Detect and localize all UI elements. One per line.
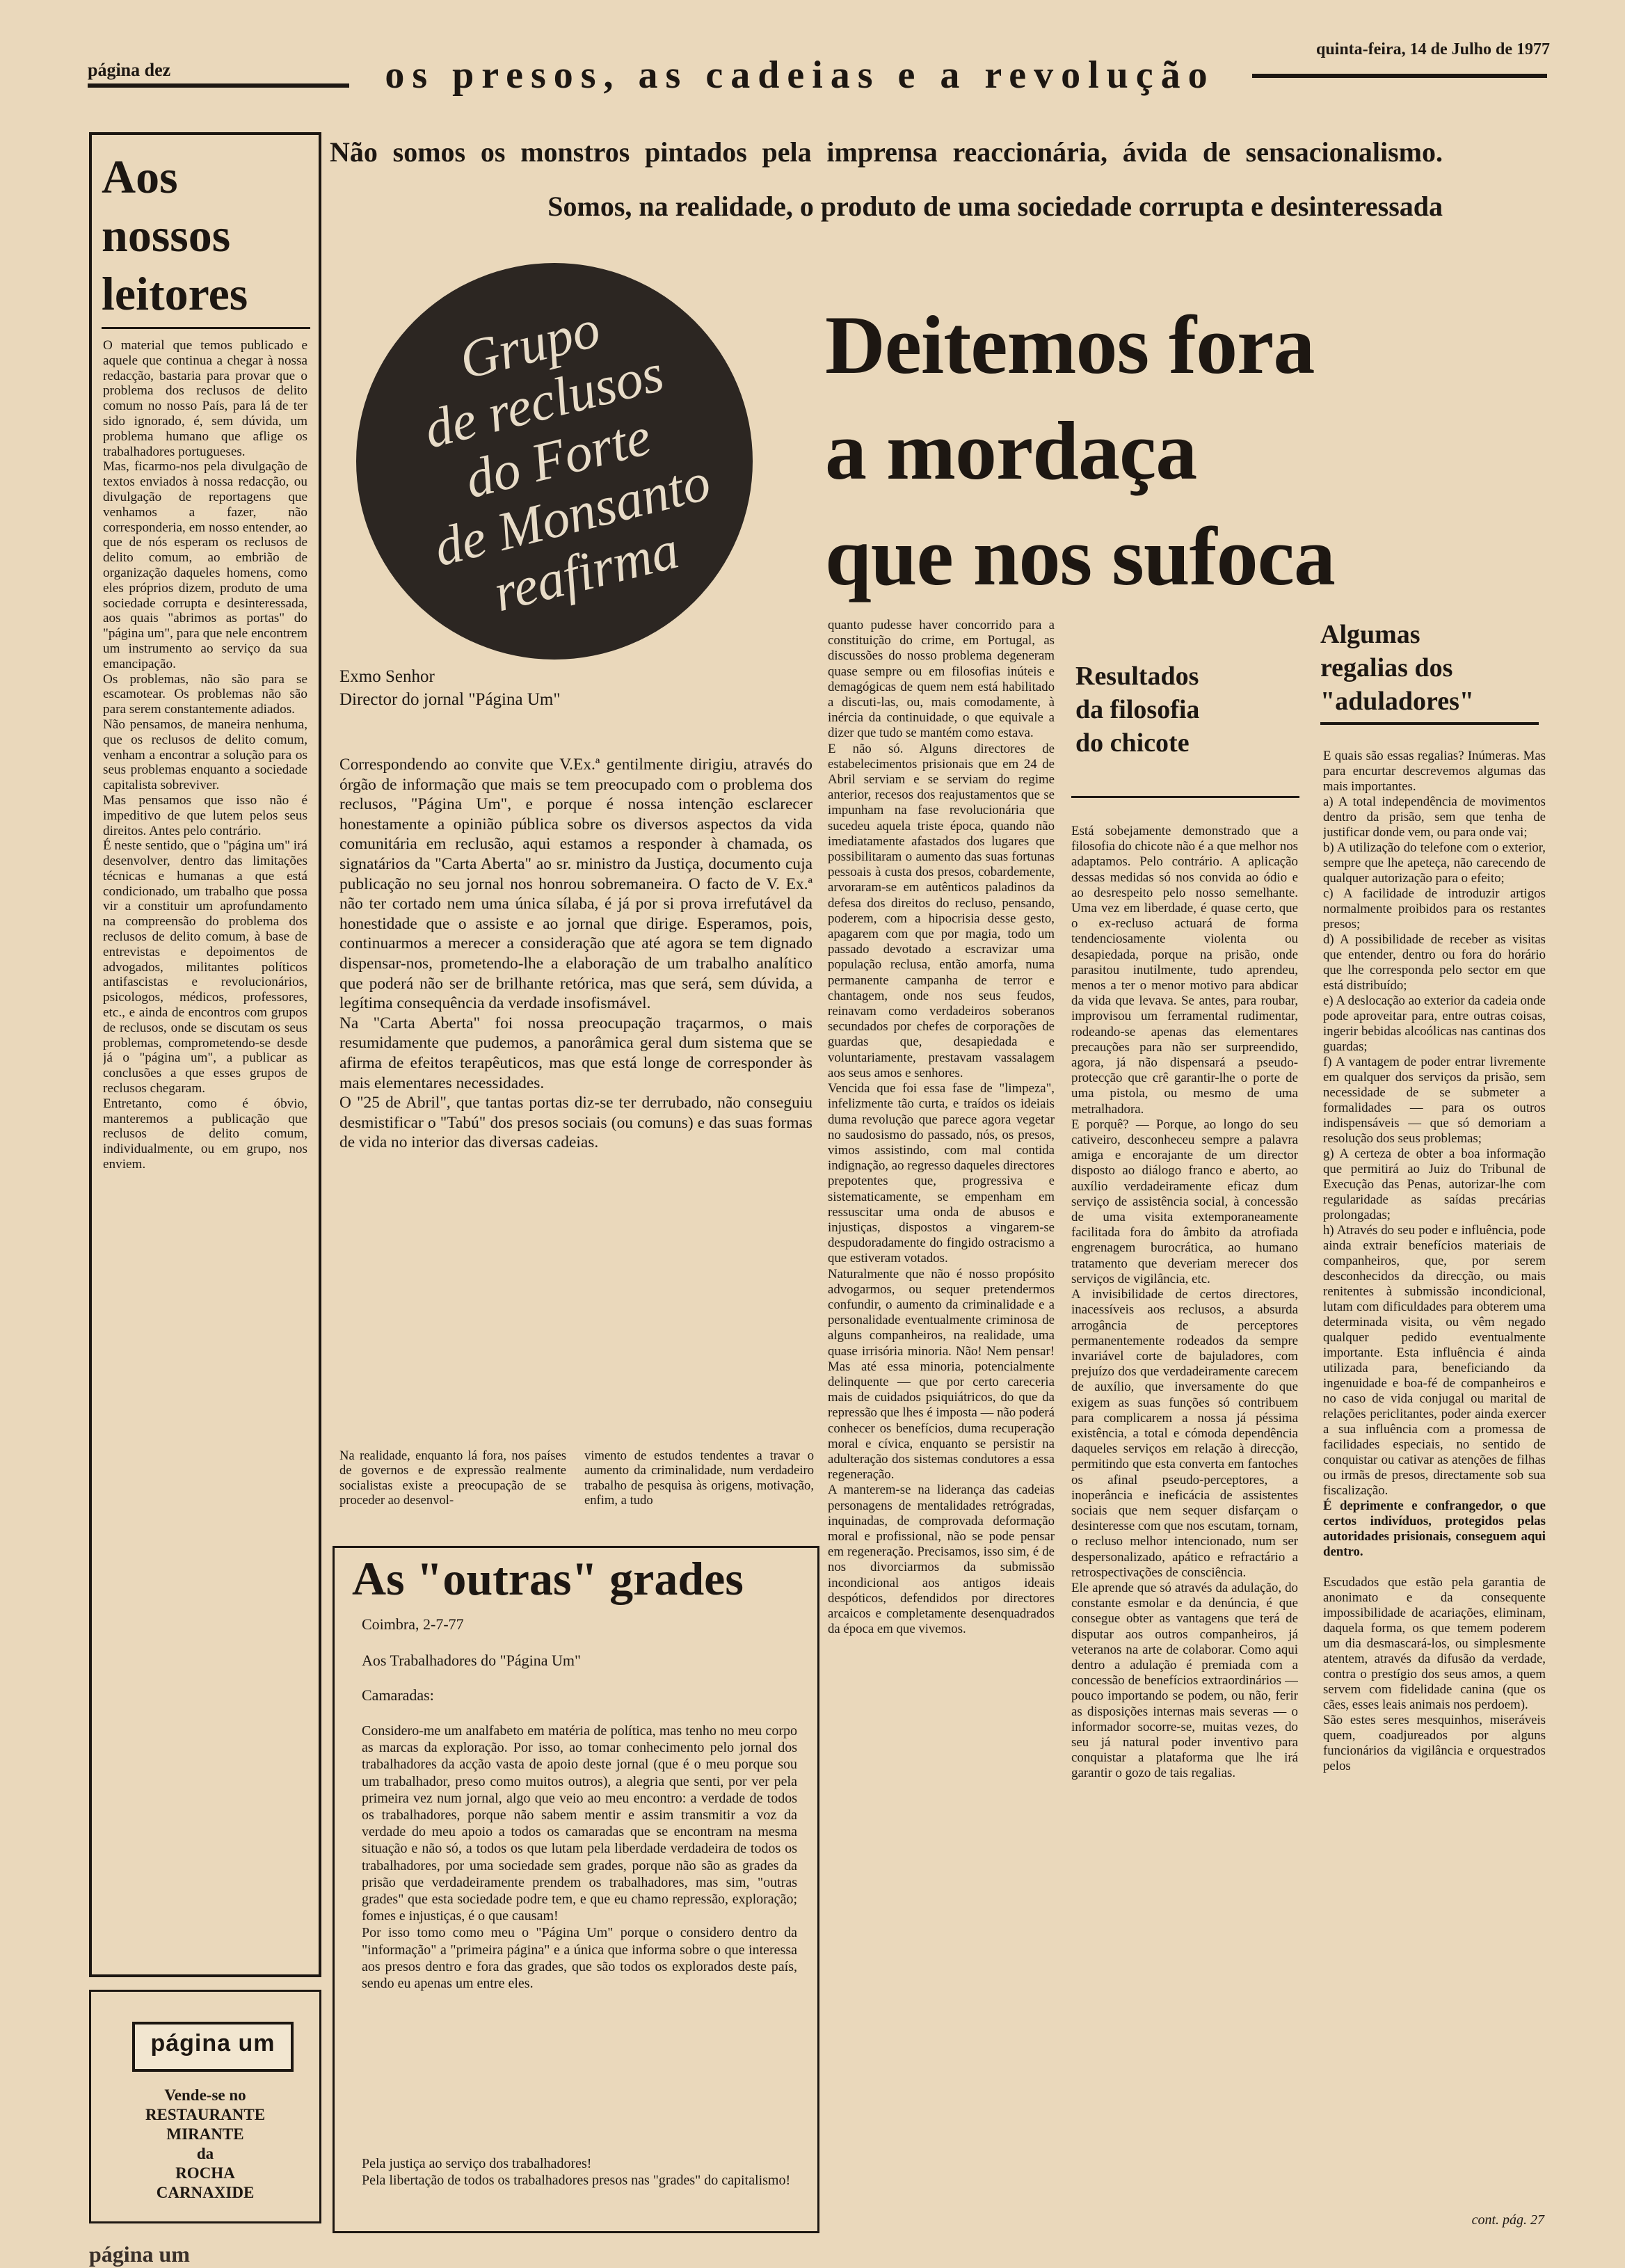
resultados-text: Está sobejamente demonstrado que a filosofia do chicote não é a que melhor nos adaptamos. Pelo contrário. A aplicação dessas medidas só nos convida ao ódio e ao desrespeito pelo nosso semelhante. Uma vez em liberdade, é quase certo, que o ex-recluso actuará de forma tendenciosamente violenta ou desapiedada, porque na prisão, onde parasitou inutilmente, tudo aprendeu, menos a ter o menor motivo para abdicar da vida que levava. Se antes, para roubar, improvisou um ferramental rudimentar, rodeando-se apenas das elementares precauções para não ser surpreendido, agora, já não dispensará a pseudo-protecção que crê garantir-lhe o porte de uma pistola, ou mesmo de uma metralhadora. E porquê? — Porque, ao longo do seu cativeiro, desconheceu sempre a palavra amiga e encorajante de um director disposto ao diálogo franco e aberto, ao auxílio verdadeiramente eficaz dum serviço de assistência social, à concessão de uma visita extemporaneamente facilitada fora do âmbito da atrofiada engrenagem burocrática, ao humano tratamento que deveriam merecer dos serviços de vigilância, etc. A invisibilidade de certos directores, inacessíveis aos reclusos, a absurda arrogância de perceptores permanentemente rodeados da sempre invariável corte de bajuladores, com prejuízo dos que verdadeiramente carecem de auxílio, que inversamente do que exigem as suas funções só contribuem para complicarem a nossa já péssima existência, a total e cómoda dependência daqueles serviços em relação à direcção, permitindo que esta converta em fantoches os afinal pseudo-perceptores, a inoperância e ineficácia de assistentes sociais que nem sequer disfarçam o desinteresse com que nos escutam, tornam, o recluso melhor intencionado, num ser despersonalizado, apático e refractário a retrospectivações de consciência. Ele aprende que só através da adulação, do constante esmolar e da denúncia, é que consegue obter as vantagens que terá de disputar aos outros companheiros, já veteranos na arte de colaborar. Como aqui dentro a adulação é premiada com a concessão de benefícios extraordinários — pouco importando se podem, ou não, ferir as disposições internas mais severas — o informador socorre-se, muitas vezes, do seu já natural poder inventivo para conquistar a plataforma que lhe irá garantir o gozo de tais regalias. <box>1071 824 1298 1781</box>
readers-title-rule <box>102 327 310 329</box>
resultados-title: Resultados da filosofia do chicote <box>1075 662 1200 758</box>
regalias-end-text: Escudados que estão pela garantia de anonimato e da consequente impossibilidade de acariações, eliminam, daquela forma, os que temem poderem um dia desmascará-los, ou simplesmente atentem, através da difusão da verdade, contra o prestígio dos seus amos, a quem servem com fidelidade canina (que os cães, esses leais animais nos perdoem). São estes seres mesquinhos, miseráveis quem, coadjureados por alguns funcionários da vigilância e orquestrados pelos <box>1323 1575 1546 1773</box>
kicker: Não somos os monstros pintados pela imprensa reaccionária, ávida de sensacionalismo. Somos, na realidade, o produto de uma sociedade corrupta e desinteressada <box>330 136 1443 222</box>
regalias-text-block <box>1323 733 1546 2215</box>
continued-note: cont. pág. 27 <box>1471 2212 1544 2228</box>
readers-text: O material que temos publicado e aquele que continua a chegar à nossa redacção, bastaria para provar que o problema dos reclusos de delito comum no nosso País, para lá de ter sido ignorado, é, sem dúvida, um problema humano que aflige os trabalhadores portugueses. Mas, ficarmo-nos pela divulgação de textos enviados à nossa redacção, ou divulgação de reportagens que venhamos a fazer, não corresponderia, em nosso entender, ao que de nós esperam os reclusos de delito comum, ao embrião de organização daqueles homens, como eles próprios dizem, produto de uma sociedade corrupta e desinteressada, aos quais "abrimos as portas" do "página um", para que nele encontrem um instrumento ao serviço da sua emancipação. Os problemas, não são para se escamotear. Os problemas não são para serem constantemente adiados. Não pensamos, de maneira nenhuma, que os reclusos de delito comum, venham a encontrar a solução para os seus problemas enquanto a sociedade capitalista sobreviver. Mas pensamos que isso não é impeditivo de que lutem pelos seus direitos. Antes pelo contrário. É neste sentido, que o "página um" irá desenvolver, dentro das limitações técnicas e humanas a que está condicionado, um trabalho que possa vir a constituir um aprofundamento na compreensão do problema dos reclusos de delito comum, à base de entrevistas e depoimentos de advogados, militantes políticos antifascistas e revolucionários, psicologos, médicos, professores, etc., e ainda de encontros com grupos de reclusos, onde se discutam os seus problemas, comprometendo-se desde já o "página um", a publicar as conclusões a que esses grupos de reclusos chegaram. Entretanto, como é óbvio, manteremos a publicação que reclusos de delito comum, individualmente, ou em grupo, nos enviem. <box>103 338 307 1172</box>
masthead-rule-right <box>1252 74 1547 78</box>
seal-circle <box>356 263 753 660</box>
regalias-text: E quais são essas regalias? Inúmeras. Mas para encurtar descrevemos algumas das mais importantes. a) A total independência de movimentos dentro da prisão, sem que tenha de justificar donde vem, ou para onde vai; b) A utilização do telefone com o exterior, sempre que lhe apeteça, não carecendo de qualquer autorização para o efeito; c) A facilidade de introduzir artigos normalmente proibidos para os restantes presos; d) A possibilidade de receber as visitas que entender, dentro ou fora do horário que lhe corresponda pelo sector em que está distribuído; e) A deslocação ao exterior da cadeia onde pode aproveitar para, entre outras coisas, ingerir bebidas alcoólicas nas cantinas dos guardas; f) A vantagem de poder entrar livremente em qualquer dos serviços da prisão, sem necessidade de se submeter a formalidades — para os outros indispensáveis — que só demoriam a resolução dos seus problemas; g) A certeza de obter a boa informação que permitirá ao Juiz do Tribunal de Execução das Penas, autorizar-lhe com regularidade as saídas precárias prolongadas; h) Através do seu poder e influência, pode ainda extrair benefícios materiais de companheiros, que, por serem desconhecidos da direcção, ou mais renitentes à submissão incondicional, lutam com dificuldades para obterem uma determinada visita, ou vêm negado qualquer pedido eventualmente importante. Esta influência é ainda utilizada para, beneficiando da ingenuidade e boa-fé de companheiros e no caso de vida conjugal ou marital de relações periclitantes, poder ainda exercer a sua influência com a promessa de facilidades especiais, no sentido de conquistar ou cativar as atenções de filhas ou irmãs de presos, directamente sob sua fiscalização. <box>1323 749 1546 1498</box>
headline: Deitemos fora a mordaça que nos sufoca <box>825 298 1335 602</box>
letter-col-a: Na realidade, enquanto lá fora, nos países de governos e de expressão realmente socialistas existe a preocupação de se proceder ao desenvol- <box>339 1448 566 1508</box>
outras-grades-body: Considero-me um analfabeto em matéria de política, mas tenho no meu corpo as marcas da exploração. Por isso, ao tomar conhecimento pelo jornal dos trabalhadores da acção vasta de apoio deste jornal (que é o meu porque sou um trabalhador, preso como muitos outros), a alegria que senti, por ver pela primeira vez num jornal, algo que veio ao meu encontro: a verdade de todos os trabalhadores, porque não sabem mentir e assim transmitir a voz da verdade do meu apoio a todos os camaradas que se encontram na mesma situação e não só, a todos os que lutam pela liberdade verdadeira de todos os trabalhadores, por uma sociedade sem grades, porque não são as grades da prisão que verdadeiramente prendem os trabalhadores, mas sim, "outras grades" que esta sociedade podre tem, e que eu chamo repressão, exploração; fomes e injustiças, é o que causam! Por isso tomo como meu o "Página Um" porque o considero dentro da "informação" a "primeira página" e a única que informa sobre o que interessa aos presos dentro e fora das grades, que são todos os explorados deste país, sendo eu apenas um entre eles. <box>362 1723 797 1992</box>
readers-title: Aos nossos leitores <box>102 150 248 320</box>
section-title: os presos, as cadeias e a revolução <box>385 54 1215 97</box>
page-label: página dez <box>88 60 171 80</box>
outras-grades-to: Aos Trabalhadores do "Página Um" <box>362 1652 581 1669</box>
resultados-rule <box>1071 796 1299 798</box>
footer-page-label: página um <box>89 2242 190 2267</box>
advert-logo-text: página um <box>150 2030 275 2057</box>
issue-date: quinta-feira, 14 de Julho de 1977 <box>1315 40 1550 58</box>
outras-grades-closing: Pela justiça ao serviço dos trabalhadores! Pela libertação de todos os trabalhadores presos nas "grades" do capitalismo! <box>362 2156 791 2188</box>
regalias-bold-text: É deprimente e confrangedor, o que certos indivíduos, protegidos pelas autoridades prisionais, conseguem aqui dentro. <box>1323 1499 1546 1559</box>
advert-logo <box>132 2022 294 2072</box>
outras-grades-place-date: Coimbra, 2-7-77 <box>362 1615 464 1633</box>
salutation: Exmo Senhor Director do jornal "Página Um" <box>339 667 561 709</box>
outras-grades-title: As "outras" grades <box>352 1552 744 1605</box>
seal-text: Grupo de reclusos do Forte de Monsanto reafirma <box>418 297 717 623</box>
outras-grades-greeting: Camaradas: <box>362 1686 434 1704</box>
masthead-rule-left <box>88 83 349 88</box>
regalias-title: Algumas regalias dos "aduladores" <box>1320 620 1474 716</box>
advert-text: Vende-se no RESTAURANTE MIRANTE da ROCHA CARNAXIDE <box>145 2086 266 2201</box>
middle-column-text: quanto pudesse haver concorrido para a constituição do crime, em Portugal, as discussões do nosso problema degeneram quase sempre ou em filosofias inúteis e demagógicas de quem nem está habilitado a discuti-las, ou, mais comodamente, à inércia da continuidade, o que equivale a dizer que tudo se mantém como estava. E não só. Alguns directores de estabelecimentos prisionais que em 24 de Abril serviam e se serviam do regime anterior, recesos dos reajustamentos que se impunham na fase revolucionária que sucedeu aquela triste época, quando não imediatamente afastados dos lugares que possibilitaram o aumento das suas fortunas pessoais à custa dos presos, cobardemente, arvoraram-se em autênticos paladinos da defesa dos direitos do recluso, pensando, poderem, com a hipocrisia desse gesto, apagarem com que por magia, todo um passado devotado a escravizar uma população reclusa, então amorfa, numa permanente campanha de terror e chantagem, onde nos seus feudos, reinavam como verdadeiros soberanos secundados por chefes de corporações de guardas que, desapiedada e voluntariamente, prestavam vassalagem aos seus amos e senhores. Vencida que foi essa fase de "limpeza", infelizmente tão curta, e traídos os ideiais duma revolução que parece agora vegetar no saudosismo do passado, nós, os presos, vimos assistindo, com mal contida indignação, ao regresso daqueles directores prepotentes que, progressiva e sistematicamente, se empenham em ressuscitar uma onda de abusos e injustiças, dispostos a vingarem-se despudoradamente do fingido ostracismo a que estiveram votados. Naturalmente que não é nosso propósito advogarmos, ou sequer pretendermos confundir, o aumento da criminalidade e a personalidade eventualmente criminosa de alguns companheiros, na realidade, uma quase irrisória minoria. Não! Nem pensar! Mas até essa minoria, potencialmente delinquente — que por certo careceria mais de cuidados psiquiátricos, do que da repressão que lhes é imposta — não poderá conhecer os benefícios, duma recuperação moral e cívica, enquanto se persistir na adulteração dos sistemas condutores a essa regeneração. A manterem-se na liderança das cadeias personagens de mentalidades retrógradas, inquinadas, de comprovada deformação moral e profissional, não se pode pensar em regeneração. Precisamos, isso sim, é de nos divorciarmos da submissão incondicional aos antigos ideais despóticos, defendidos por directores arcaicos e completamente desenquadrados da época em que vivemos. <box>828 618 1055 1637</box>
regalias-rule <box>1320 722 1539 725</box>
letter-col-b: vimento de estudos tendentes a travar o aumento da criminalidade, num verdadeiro trabalho de pesquisa às origens, motivação, enfim, a tudo <box>584 1448 814 1508</box>
letter-body: Correspondendo ao convite que V.Ex.ª gentilmente dirigiu, através do órgão de informação que mais se tem preocupado com o problema dos reclusos, "Página Um", e porque é nossa intenção esclarecer honestamente a opinião pública sobre os diversos aspectos da vida comunitária em reclusão, aqui estamos a responder à chamada, os signatários da "Carta Aberta" ao sr. ministro da Justiça, documento cuja publicação no seu jornal nos honrou sobremaneira. O facto de V. Ex.ª não ter cortado nem uma única sílaba, é já por si prova irrefutável da honestidade que o assiste e ao jornal que dirige. Esperamos, pois, continuarmos a merecer a consideração que até agora se tem dignado dispensar-nos, prometendo-lhe a elaboração de um trabalho analítico que poderá não ser de brilhante retórica, mas que será, sem dúvida, a legítima consequência da verdade insofismável. Na "Carta Aberta" foi nossa preocupação traçarmos, o mais resumidamente que pudemos, a panorâmica geral dum sistema que se afirma de efeitos terapêuticos, mas que está longe de corresponder às mais elementares necessidades. O "25 de Abril", que tantas portas diz-se ter derrubado, não conseguiu desmistificar o "Tabú" dos presos sociais (ou comuns) e das suas formas de vida no interior das diversas cadeias. <box>339 756 812 1152</box>
